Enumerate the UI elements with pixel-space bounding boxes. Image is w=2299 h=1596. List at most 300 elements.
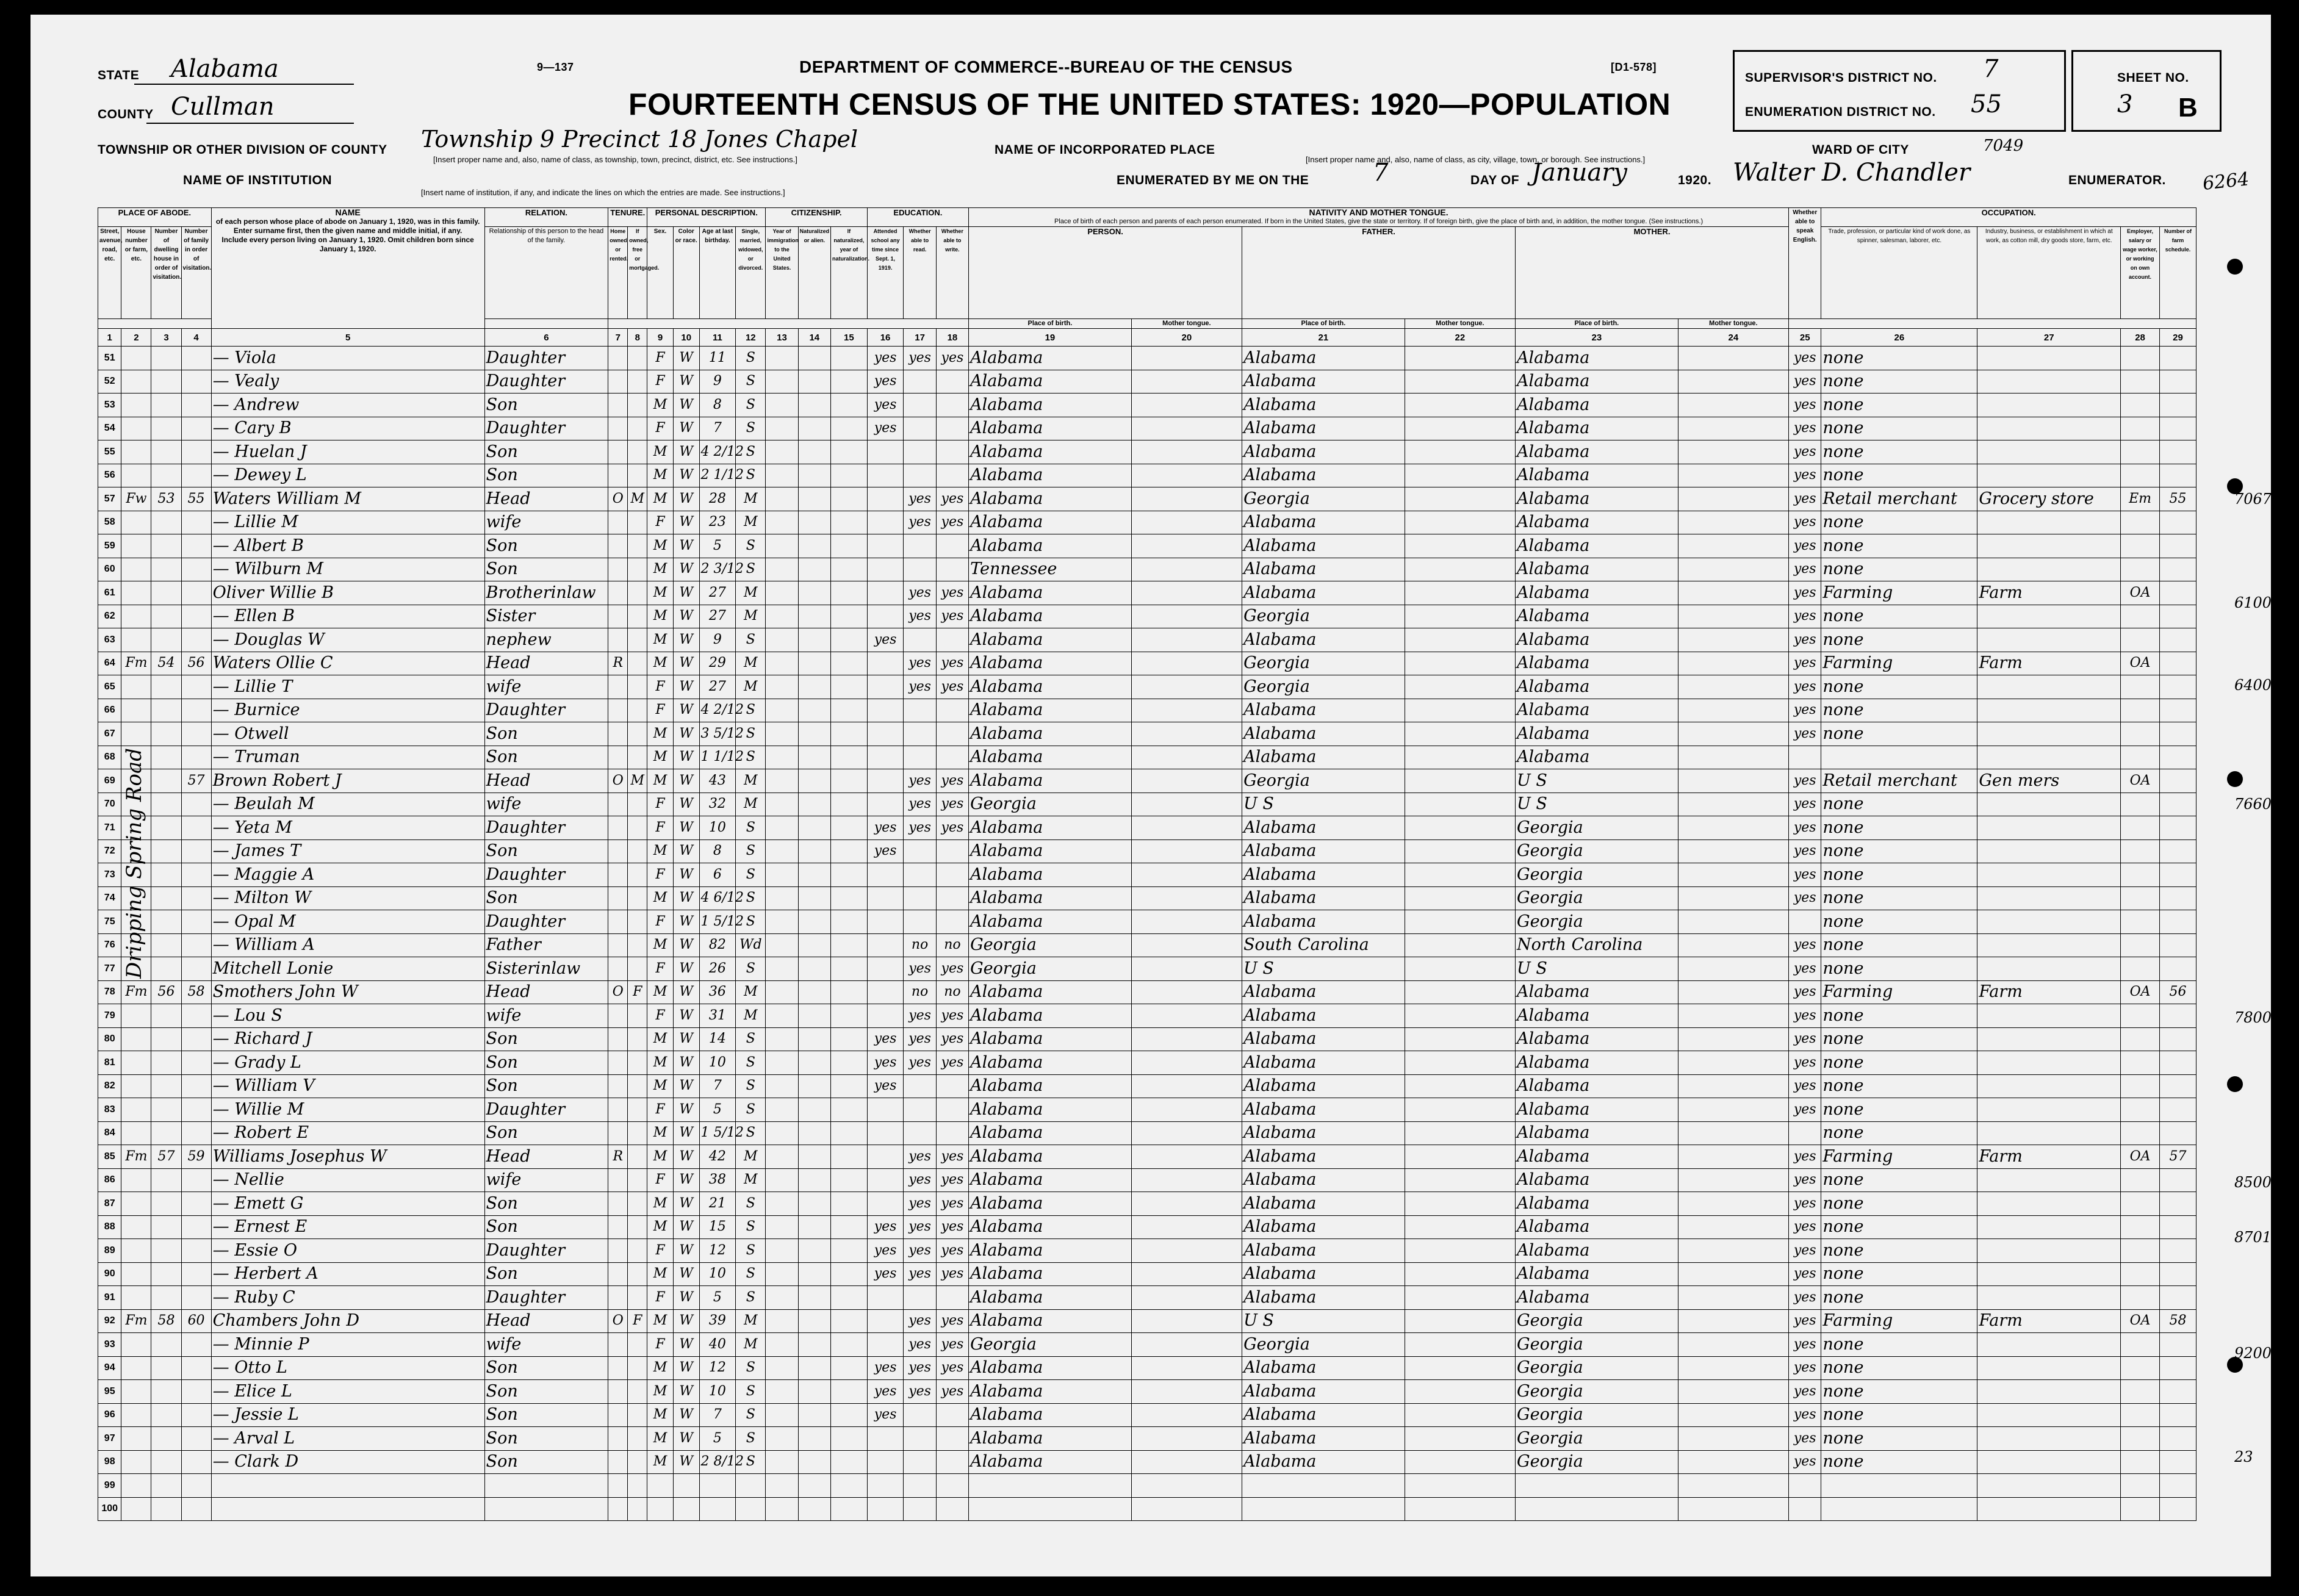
cell-empty <box>798 534 830 558</box>
cell-sex: F <box>647 699 674 722</box>
cell-house <box>121 1403 151 1427</box>
cell-birth: Alabama <box>969 1192 1132 1216</box>
cell-write <box>936 1121 968 1145</box>
cell-marital: S <box>736 699 766 722</box>
cell-school: yes <box>867 1380 904 1404</box>
column-number: 14 <box>798 329 830 347</box>
cell-empty <box>1678 1356 1788 1380</box>
cell-father-birth: Alabama <box>1242 863 1405 887</box>
cell-relation: Son <box>484 722 608 746</box>
cell-marital: M <box>736 1333 766 1357</box>
cell-birth: Alabama <box>969 769 1132 793</box>
cell-empty <box>798 863 830 887</box>
line-number: 97 <box>98 1427 121 1451</box>
cell-empty <box>1405 769 1515 793</box>
cell-empty <box>1678 1239 1788 1263</box>
cell-write: yes <box>936 1380 968 1404</box>
column-number: 10 <box>673 329 699 347</box>
cell-empty <box>766 1145 798 1169</box>
cell-birth: Tennessee <box>969 558 1132 581</box>
cell-empty <box>1405 1192 1515 1216</box>
cell-empty <box>766 1356 798 1380</box>
cell-trade: none <box>1821 1098 1977 1122</box>
cell-employer <box>2121 605 2160 628</box>
cell-empty <box>1405 699 1515 722</box>
cell-empty <box>766 722 798 746</box>
cell-relation: Daughter <box>484 1286 608 1310</box>
cell-mother-birth: Georgia <box>1516 863 1678 887</box>
cell-english: yes <box>1789 1286 1821 1310</box>
cell-industry <box>1977 1027 2121 1051</box>
cell-farm <box>2160 1168 2196 1192</box>
cell-industry <box>1977 793 2121 816</box>
cell-name: — Wilburn M <box>211 558 484 581</box>
cell-school: yes <box>867 628 904 652</box>
cell-mother-birth: Georgia <box>1516 1333 1678 1357</box>
cell-mother-birth: Georgia <box>1516 1380 1678 1404</box>
cell-write <box>936 1286 968 1310</box>
cell-marital: S <box>736 1051 766 1075</box>
cell-birth: Alabama <box>969 1262 1132 1286</box>
cell-own <box>608 1427 628 1451</box>
cell-write <box>936 722 968 746</box>
cell-empty <box>830 886 867 910</box>
cell-birth: Alabama <box>969 464 1132 487</box>
line-number: 90 <box>98 1262 121 1286</box>
cell-own <box>608 1474 628 1498</box>
cell-industry <box>1977 675 2121 699</box>
cell-mother-birth: Alabama <box>1516 417 1678 440</box>
cell-empty <box>1131 1380 1242 1404</box>
cell-dwelling: 56 <box>151 980 181 1004</box>
cell-father-birth: Alabama <box>1242 746 1405 769</box>
cell-empty <box>1131 1403 1242 1427</box>
cell-sex: F <box>647 816 674 840</box>
line-number: 70 <box>98 793 121 816</box>
cell-age: 9 <box>699 628 736 652</box>
cell-empty <box>1131 370 1242 394</box>
cell-empty <box>830 1474 867 1498</box>
cell-dwelling <box>151 933 181 957</box>
cell-birth: Alabama <box>969 440 1132 464</box>
cell-family <box>181 440 211 464</box>
cell-industry <box>1977 1333 2121 1357</box>
cell-own <box>608 1450 628 1474</box>
cell-empty <box>1678 652 1788 675</box>
cell-father-birth: Alabama <box>1242 980 1405 1004</box>
cell-family <box>181 1051 211 1075</box>
table-row <box>98 370 2196 394</box>
cell-empty <box>1405 1121 1515 1145</box>
cell-father-birth: Alabama <box>1242 1380 1405 1404</box>
cell-trade: none <box>1821 417 1977 440</box>
cell-trade: none <box>1821 699 1977 722</box>
cell-farm <box>2160 464 2196 487</box>
cell-name: Oliver Willie B <box>211 581 484 605</box>
cell-read <box>904 1474 936 1498</box>
cell-empty <box>798 394 830 417</box>
cell-empty <box>1678 839 1788 863</box>
cell-dwelling <box>151 581 181 605</box>
cell-race: W <box>673 581 699 605</box>
cell-empty <box>830 1239 867 1263</box>
cell-employer <box>2121 1074 2160 1098</box>
line-number: 53 <box>98 394 121 417</box>
cell-mother-birth: Alabama <box>1516 675 1678 699</box>
cell-empty <box>1405 746 1515 769</box>
cell-race: W <box>673 980 699 1004</box>
cell-empty <box>1678 980 1788 1004</box>
cell-birth: Alabama <box>969 1403 1132 1427</box>
cell-employer <box>2121 886 2160 910</box>
cell-empty <box>798 1474 830 1498</box>
cell-name: — William A <box>211 933 484 957</box>
cell-relation: wife <box>484 1004 608 1028</box>
cell-dwelling <box>151 1215 181 1239</box>
cell-relation: Son <box>484 746 608 769</box>
table-row <box>98 1215 2196 1239</box>
cell-age: 26 <box>699 957 736 981</box>
table-row <box>98 1074 2196 1098</box>
line-number: 59 <box>98 534 121 558</box>
margin-code: 92000 <box>2234 1345 2281 1362</box>
cell-family <box>181 1168 211 1192</box>
cell-empty <box>1678 558 1788 581</box>
margin-code: 7067 <box>2234 491 2272 508</box>
cell-age: 12 <box>699 1356 736 1380</box>
cell-sex: M <box>647 1121 674 1145</box>
cell-trade: none <box>1821 1262 1977 1286</box>
cell-read: yes <box>904 769 936 793</box>
incorporated-instructions: [Insert proper name and, also, name of class, as city, village, town, or borough. See instructions.] <box>1306 155 1646 164</box>
cell-house <box>121 1215 151 1239</box>
cell-age: 8 <box>699 839 736 863</box>
cell-marital: S <box>736 558 766 581</box>
cell-empty <box>830 1168 867 1192</box>
cell-trade: none <box>1821 1403 1977 1427</box>
cell-age: 2 8/12 <box>699 1450 736 1474</box>
cell-family <box>181 1333 211 1357</box>
cell-name: — Richard J <box>211 1027 484 1051</box>
cell-mort <box>628 558 647 581</box>
table-row <box>98 581 2196 605</box>
cell-father-birth: Alabama <box>1242 558 1405 581</box>
cell-own: O <box>608 980 628 1004</box>
line-number: 51 <box>98 347 121 370</box>
cell-own <box>608 417 628 440</box>
cell-read: yes <box>904 675 936 699</box>
cell-sex: M <box>647 1403 674 1427</box>
cell-school <box>867 1309 904 1333</box>
cell-own <box>608 863 628 887</box>
cell-relation: wife <box>484 1333 608 1357</box>
cell-empty <box>798 558 830 581</box>
cell-relation: Head <box>484 980 608 1004</box>
cell-own <box>608 1333 628 1357</box>
cell-empty <box>1131 910 1242 934</box>
table-row <box>98 1450 2196 1474</box>
cell-race: W <box>673 487 699 511</box>
cell-race: W <box>673 957 699 981</box>
cell-farm <box>2160 1262 2196 1286</box>
cell-mother-birth: Alabama <box>1516 1051 1678 1075</box>
cell-empty <box>830 511 867 534</box>
cell-sex: M <box>647 628 674 652</box>
cell-sex: M <box>647 1309 674 1333</box>
cell-race: W <box>673 1403 699 1427</box>
cell-empty <box>1678 581 1788 605</box>
cell-empty <box>1131 769 1242 793</box>
cell-trade: Farming <box>1821 980 1977 1004</box>
cell-mort <box>628 440 647 464</box>
cell-mother-birth: Alabama <box>1516 558 1678 581</box>
cell-read: yes <box>904 1168 936 1192</box>
cell-birth: Alabama <box>969 417 1132 440</box>
cell-name: — Opal M <box>211 910 484 934</box>
cell-mort <box>628 675 647 699</box>
cell-empty <box>798 793 830 816</box>
cell-empty <box>1405 464 1515 487</box>
cell-name: — Jessie L <box>211 1403 484 1427</box>
cell-empty <box>1131 1286 1242 1310</box>
cell-farm <box>2160 1192 2196 1216</box>
cell-empty <box>830 1098 867 1122</box>
line-number: 65 <box>98 675 121 699</box>
cell-house <box>121 581 151 605</box>
cell-employer <box>2121 628 2160 652</box>
cell-marital: M <box>736 511 766 534</box>
cell-english: yes <box>1789 628 1821 652</box>
cell-race: W <box>673 793 699 816</box>
cell-dwelling <box>151 675 181 699</box>
cell-english: yes <box>1789 1145 1821 1169</box>
cell-empty <box>798 1380 830 1404</box>
cell-own: O <box>608 487 628 511</box>
cell-birth: Alabama <box>969 816 1132 840</box>
cell-empty <box>766 980 798 1004</box>
cell-dwelling <box>151 1027 181 1051</box>
cell-empty <box>830 957 867 981</box>
cell-write: yes <box>936 1004 968 1028</box>
line-number: 89 <box>98 1239 121 1263</box>
cell-trade: none <box>1821 1215 1977 1239</box>
cell-employer <box>2121 1192 2160 1216</box>
cell-industry <box>1977 1098 2121 1122</box>
column-number: 24 <box>1678 329 1788 347</box>
column-number: 25 <box>1789 329 1821 347</box>
cell-english: yes <box>1789 839 1821 863</box>
cell-dwelling <box>151 1286 181 1310</box>
cell-trade: none <box>1821 675 1977 699</box>
cell-english: yes <box>1789 933 1821 957</box>
col10-header: Color or race. <box>673 227 699 319</box>
cell-empty <box>798 1262 830 1286</box>
cell-mort <box>628 816 647 840</box>
cell-name: — Lillie T <box>211 675 484 699</box>
cell-school: yes <box>867 1356 904 1380</box>
cell-empty <box>798 487 830 511</box>
cell-employer <box>2121 1098 2160 1122</box>
cell-trade: none <box>1821 370 1977 394</box>
cell-mort <box>628 581 647 605</box>
cell-age: 21 <box>699 1192 736 1216</box>
cell-birth: Georgia <box>969 957 1132 981</box>
col29-header: Number of farm schedule. <box>2160 227 2196 319</box>
cell-age: 14 <box>699 1027 736 1051</box>
line-number: 57 <box>98 487 121 511</box>
cell-employer: OA <box>2121 980 2160 1004</box>
column-number: 6 <box>484 329 608 347</box>
cell-marital: S <box>736 1192 766 1216</box>
cell-empty <box>1678 394 1788 417</box>
cell-empty <box>1405 1309 1515 1333</box>
line-number: 79 <box>98 1004 121 1028</box>
cell-write: yes <box>936 1051 968 1075</box>
cell-mort <box>628 394 647 417</box>
cell-family <box>181 675 211 699</box>
cell-industry: Farm <box>1977 1145 2121 1169</box>
cell-empty <box>1405 980 1515 1004</box>
cell-empty <box>1678 1027 1788 1051</box>
cell-marital: S <box>736 1027 766 1051</box>
cell-father-birth: Alabama <box>1242 1403 1405 1427</box>
cell-empty <box>766 1121 798 1145</box>
cell-mother-birth: Alabama <box>1516 511 1678 534</box>
cell-write <box>936 1427 968 1451</box>
cell-read <box>904 1403 936 1427</box>
cell-race: W <box>673 394 699 417</box>
col7-header: Home owned or rented. <box>608 227 628 319</box>
cell-employer <box>2121 1168 2160 1192</box>
cell-empty <box>798 957 830 981</box>
cell-farm <box>2160 394 2196 417</box>
cell-sex: M <box>647 1450 674 1474</box>
cell-school <box>867 1333 904 1357</box>
cell-marital: S <box>736 628 766 652</box>
cell-empty <box>830 1333 867 1357</box>
cell-empty <box>1405 1168 1515 1192</box>
cell-marital: S <box>736 1215 766 1239</box>
cell-empty <box>1405 675 1515 699</box>
cell-empty <box>766 1051 798 1075</box>
line-number: 63 <box>98 628 121 652</box>
cell-empty <box>830 1262 867 1286</box>
cell-mother-birth: Alabama <box>1516 1286 1678 1310</box>
cell-house <box>121 1356 151 1380</box>
cell-empty <box>766 628 798 652</box>
cell-farm <box>2160 1356 2196 1380</box>
cell-empty <box>1405 722 1515 746</box>
cell-farm <box>2160 652 2196 675</box>
line-number: 98 <box>98 1450 121 1474</box>
cell-house <box>121 1027 151 1051</box>
cell-father-birth: Alabama <box>1242 816 1405 840</box>
cell-family <box>181 370 211 394</box>
cell-relation <box>484 1497 608 1521</box>
table-row <box>98 511 2196 534</box>
cell-own: O <box>608 1309 628 1333</box>
column-number: 27 <box>1977 329 2121 347</box>
cell-farm <box>2160 511 2196 534</box>
cell-empty <box>1131 1262 1242 1286</box>
census-rows <box>98 347 2196 1521</box>
cell-sex: F <box>647 1004 674 1028</box>
cell-dwelling <box>151 464 181 487</box>
cell-school <box>867 1192 904 1216</box>
cell-mother-birth: U S <box>1516 769 1678 793</box>
cell-industry <box>1977 394 2121 417</box>
cell-relation <box>484 1474 608 1498</box>
state-underline <box>134 84 354 85</box>
cell-empty <box>766 1262 798 1286</box>
cell-trade <box>1821 746 1977 769</box>
cell-family <box>181 1474 211 1498</box>
line-number: 56 <box>98 464 121 487</box>
cell-trade: none <box>1821 1239 1977 1263</box>
cell-age: 4 6/12 <box>699 886 736 910</box>
cell-name: — Ernest E <box>211 1215 484 1239</box>
cell-age: 28 <box>699 487 736 511</box>
cell-relation: Daughter <box>484 1098 608 1122</box>
cell-empty <box>830 1380 867 1404</box>
cell-read: yes <box>904 1192 936 1216</box>
cell-empty <box>1678 1403 1788 1427</box>
cell-empty <box>830 1427 867 1451</box>
margin-code: 78000 <box>2234 1009 2281 1026</box>
cell-mother-birth: Alabama <box>1516 652 1678 675</box>
cell-own: O <box>608 769 628 793</box>
line-number: 100 <box>98 1497 121 1521</box>
line-number: 78 <box>98 980 121 1004</box>
cell-empty <box>1678 863 1788 887</box>
cell-marital <box>736 1497 766 1521</box>
cell-empty <box>1405 1427 1515 1451</box>
cell-empty <box>830 793 867 816</box>
cell-sex: F <box>647 347 674 370</box>
cell-trade: Farming <box>1821 581 1977 605</box>
cell-race: W <box>673 1286 699 1310</box>
cell-age: 3 5/12 <box>699 722 736 746</box>
cell-house: Fw <box>121 487 151 511</box>
cell-employer <box>2121 746 2160 769</box>
cell-write <box>936 1497 968 1521</box>
sheet-box <box>2071 50 2222 132</box>
column-number: 13 <box>766 329 798 347</box>
cell-school <box>867 1004 904 1028</box>
table-row <box>98 675 2196 699</box>
cell-industry <box>1977 886 2121 910</box>
cell-trade: none <box>1821 793 1977 816</box>
cell-relation: Son <box>484 1027 608 1051</box>
cell-write <box>936 1074 968 1098</box>
cell-farm <box>2160 886 2196 910</box>
cell-own <box>608 1356 628 1380</box>
cell-read: yes <box>904 1051 936 1075</box>
census-table <box>98 207 2196 1521</box>
line-number: 60 <box>98 558 121 581</box>
cell-dwelling <box>151 1098 181 1122</box>
cell-industry: Farm <box>1977 652 2121 675</box>
cell-mother-birth: Alabama <box>1516 699 1678 722</box>
cell-empty <box>830 440 867 464</box>
cell-empty <box>830 487 867 511</box>
cell-race <box>673 1497 699 1521</box>
cell-employer <box>2121 464 2160 487</box>
cell-relation: Daughter <box>484 370 608 394</box>
cell-mother-birth: Alabama <box>1516 722 1678 746</box>
cell-english: yes <box>1789 1356 1821 1380</box>
cell-own <box>608 1262 628 1286</box>
